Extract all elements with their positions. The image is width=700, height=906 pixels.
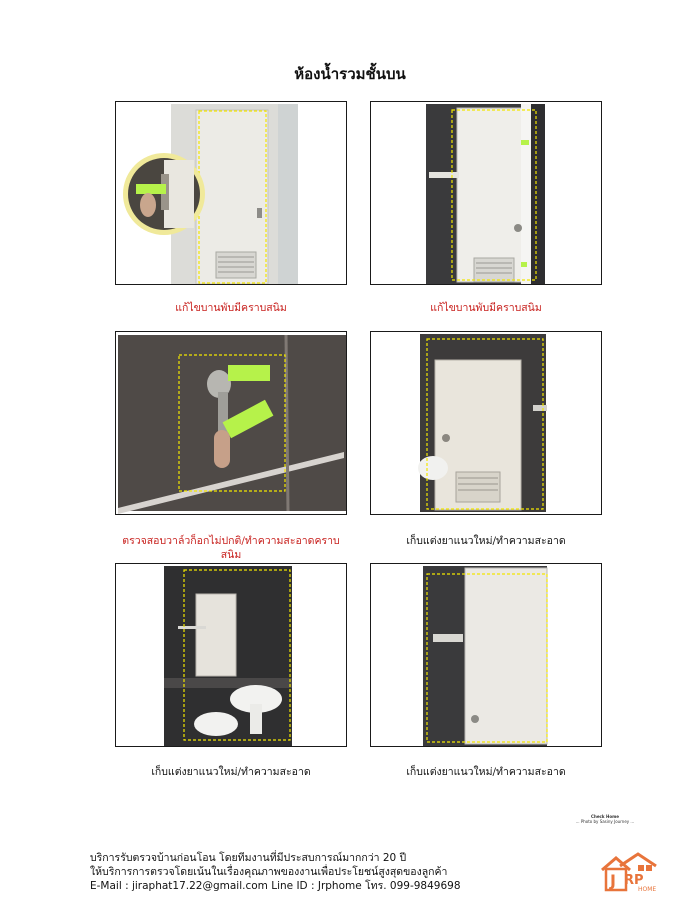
photo-2-image (371, 102, 601, 284)
photo-1-caption: แก้ไขบานพับมีคราบสนิม (175, 302, 287, 314)
photo-5 (115, 563, 347, 747)
footer-line2: ให้บริการการตรวจโดยเน้นในเรื่องคุณภาพของงานเพื่อประโยชน์สูงสุดของลูกค้า (90, 866, 448, 878)
photo-2-caption: แก้ไขบานพับมีคราบสนิม (430, 302, 542, 314)
photo-5-caption: เก็บแต่งยาแนวใหม่/ทำความสะอาด (151, 766, 311, 778)
photo-4-caption: เก็บแต่งยาแนวใหม่/ทำความสะอาด (406, 535, 566, 547)
credit-line1: Check Home (591, 814, 619, 819)
footer-contact (90, 851, 461, 893)
photo-credit (560, 814, 650, 824)
photo-3 (115, 331, 347, 515)
photo-3-caption: ตรวจสอบวาล์วก็อกไม่ปกติ/ทำความสะอาดคราบสนิม (122, 535, 340, 561)
footer-line3: E-Mail : jiraphat17.22@gmail.com Line ID : Jrphome โทร. 099-9849698 (90, 880, 461, 892)
logo-rp: RP (624, 873, 644, 888)
house-logo-icon (598, 852, 664, 892)
credit-line2: ... Photo by Sasiny Journey ... (575, 819, 635, 824)
photo-4-image (371, 332, 601, 514)
photo-6 (370, 563, 602, 747)
logo-mark: J (610, 871, 616, 890)
jrp-home-logo (598, 852, 664, 892)
photo-5-image (116, 564, 346, 746)
photo-1-image (116, 102, 346, 284)
page-title: ห้องน้ำรวมชั้นบน (294, 65, 406, 83)
photo-2 (370, 101, 602, 285)
photo-3-image (116, 332, 346, 514)
footer-line1: บริการรับตรวจบ้านก่อนโอน โดยทีมงานที่มีประสบการณ์มากกว่า 20 ปี (90, 852, 407, 864)
photo-6-image (371, 564, 601, 746)
logo-home: HOME (638, 886, 657, 892)
photo-6-caption: เก็บแต่งยาแนวใหม่/ทำความสะอาด (406, 766, 566, 778)
photo-4 (370, 331, 602, 515)
photo-1 (115, 101, 347, 285)
